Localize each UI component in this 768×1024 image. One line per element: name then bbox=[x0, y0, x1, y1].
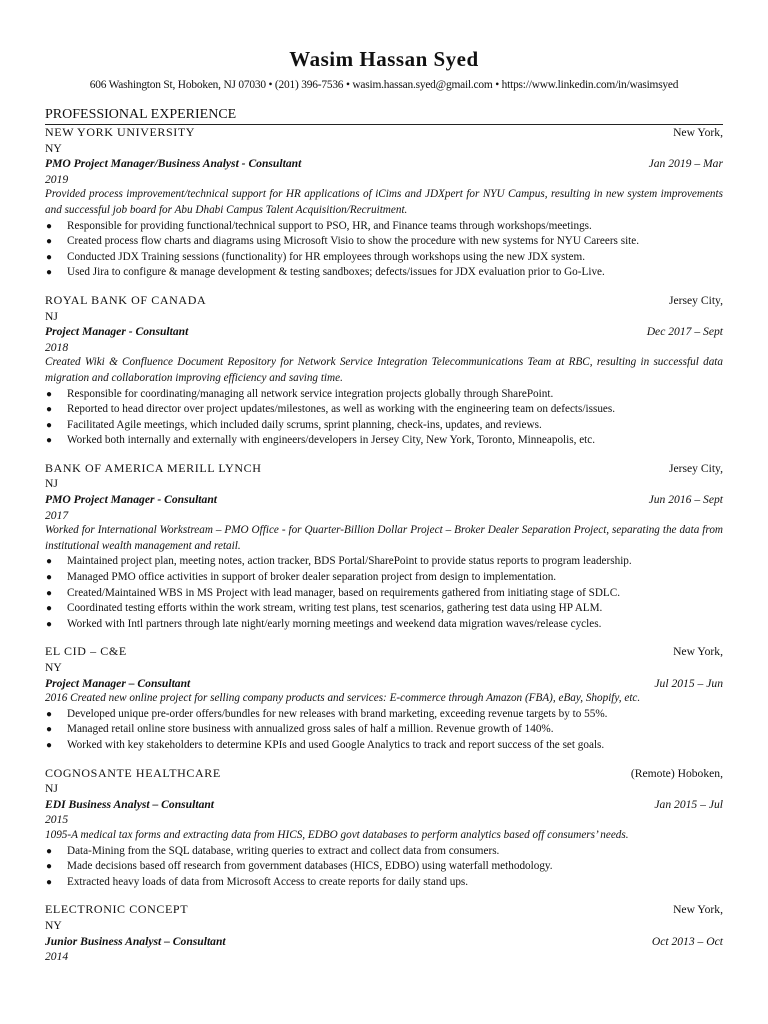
job-dates: Jun 2016 – Sept bbox=[648, 493, 723, 507]
job-bullet bbox=[45, 586, 723, 602]
job-role: Project Manager - Consultant bbox=[45, 325, 189, 339]
job-bullet-text: Managed retail online store business with annualized gross sales of half a million. Revenue growth of 140%. bbox=[67, 723, 554, 736]
job-location-continued: NY bbox=[45, 918, 62, 932]
job-bullet bbox=[45, 570, 723, 586]
job-dates-continued: 2018 bbox=[45, 340, 69, 354]
bullet-icon: ● bbox=[46, 435, 53, 447]
job-location-continued: NJ bbox=[45, 477, 58, 491]
job-dates-continued: 2017 bbox=[45, 508, 69, 522]
job-bullet bbox=[45, 617, 723, 633]
job-bullet bbox=[45, 707, 723, 723]
job-summary: Provided process improvement/technical support for HR applications of iCims and JDXpert for NYU Campus, resulting in new system improvements and successful job board for Abu Dhabi Campus Talent Acquisition/Recruitment. bbox=[45, 188, 723, 216]
job-bullet-text: Developed unique pre-order offers/bundles for new releases with brand marketing, exceeding revenue targets by to 55%. bbox=[67, 707, 608, 720]
job-bullet-list bbox=[45, 387, 723, 449]
job-location: New York, bbox=[673, 903, 723, 917]
job-bullet-text: Managed PMO office activities in support of broker dealer separation project from design to implementation. bbox=[67, 571, 557, 584]
job-role: PMO Project Manager - Consultant bbox=[45, 493, 217, 507]
bullet-icon: ● bbox=[46, 739, 53, 751]
bullet-icon: ● bbox=[46, 724, 53, 736]
job-entry bbox=[45, 125, 723, 281]
bullet-icon: ● bbox=[46, 236, 53, 248]
job-bullet-text: Facilitated Agile meetings, which included daily scrums, sprint planning, check-ins, updates, and reviews. bbox=[67, 418, 542, 431]
job-bullet-list bbox=[45, 554, 723, 632]
company-name: ROYAL BANK OF CANADA bbox=[45, 292, 207, 307]
job-bullet bbox=[45, 250, 723, 266]
job-bullet bbox=[45, 387, 723, 403]
bullet-icon: ● bbox=[46, 267, 53, 279]
job-bullet-text: Worked both internally and externally with engineers/developers in Jersey City, New York, Toronto, Minneapolis, etc. bbox=[67, 434, 596, 447]
job-dates-continued: 2019 bbox=[45, 172, 69, 186]
job-dates: Jan 2015 – Jul bbox=[654, 797, 723, 811]
job-bullet bbox=[45, 844, 723, 860]
bullet-icon: ● bbox=[46, 603, 53, 615]
bullet-icon: ● bbox=[46, 404, 53, 416]
job-location: Jersey City, bbox=[669, 293, 723, 307]
bullet-icon: ● bbox=[46, 556, 53, 568]
company-name: EL CID – C&E bbox=[45, 644, 127, 659]
job-role: EDI Business Analyst – Consultant bbox=[45, 797, 215, 811]
bullet-icon: ● bbox=[46, 618, 53, 630]
job-bullet bbox=[45, 554, 723, 570]
job-bullet-text: Used Jira to configure & manage development & testing sandboxes; defects/issues for JDX evaluation prior to Go-Live. bbox=[67, 266, 605, 279]
job-bullet-text: Extracted heavy loads of data from Microsoft Access to create reports for daily stand ups. bbox=[67, 875, 469, 888]
bullet-icon: ● bbox=[46, 220, 53, 232]
job-entry bbox=[45, 902, 723, 964]
bullet-icon: ● bbox=[46, 388, 53, 400]
company-name: BANK OF AMERICA MERILL LYNCH bbox=[45, 460, 262, 475]
job-bullet bbox=[45, 265, 723, 281]
job-role: PMO Project Manager/Business Analyst - Consultant bbox=[45, 157, 302, 171]
bullet-icon: ● bbox=[46, 251, 53, 263]
bullet-icon: ● bbox=[46, 572, 53, 584]
job-bullet-list bbox=[45, 707, 723, 754]
section-title: PROFESSIONAL EXPERIENCE bbox=[45, 106, 723, 125]
job-dates: Jul 2015 – Jun bbox=[654, 676, 723, 690]
job-bullet-text: Responsible for providing functional/technical support to PSO, HR, and Finance teams through workshops/meetings. bbox=[67, 219, 592, 232]
job-bullet bbox=[45, 433, 723, 449]
job-summary: Created Wiki & Confluence Document Repository for Network Service Integration Telecommunications Team at RBC, resulting in successful data migration and collaboration improving efficiency and saving time. bbox=[45, 356, 723, 384]
job-bullet bbox=[45, 859, 723, 875]
job-location-continued: NY bbox=[45, 141, 62, 155]
job-bullet-text: Conducted JDX Training sessions (functionality) for HR employees through workshops using the new JDX system. bbox=[67, 250, 586, 263]
job-bullet-text: Created process flow charts and diagrams using Microsoft Visio to show the procedure with new systems for NYU Careers site. bbox=[67, 235, 640, 248]
job-location: Jersey City, bbox=[669, 461, 723, 475]
bullet-icon: ● bbox=[46, 845, 53, 857]
job-summary: Worked for International Workstream – PMO Office - for Quarter-Billion Dollar Project – Broker Dealer Separation Project, separating the data from institutional wealth management and retail. bbox=[45, 524, 723, 552]
job-bullet-text: Worked with key stakeholders to determine KPIs and used Google Analytics to track and report success of the set goals. bbox=[67, 738, 605, 751]
bullet-icon: ● bbox=[46, 861, 53, 873]
job-summary: 1095-A medical tax forms and extracting data from HICS, EDBO govt databases to perform analytics based off consumers’ needs. bbox=[45, 828, 629, 841]
job-role: Project Manager – Consultant bbox=[45, 676, 191, 690]
job-location: New York, bbox=[673, 645, 723, 659]
job-dates: Oct 2013 – Oct bbox=[651, 934, 723, 948]
job-bullet-text: Maintained project plan, meeting notes, action tracker, BDS Portal/SharePoint to provide status reports to program leadership. bbox=[67, 555, 632, 568]
job-bullet bbox=[45, 402, 723, 418]
job-location: (Remote) Hoboken, bbox=[630, 766, 723, 780]
job-location: New York, bbox=[673, 126, 723, 139]
job-dates-continued: 2014 bbox=[45, 950, 69, 964]
job-bullet bbox=[45, 738, 723, 754]
company-name: NEW YORK UNIVERSITY bbox=[45, 125, 196, 139]
job-entry bbox=[45, 461, 723, 633]
experience-list bbox=[45, 125, 723, 965]
job-bullet-text: Coordinated testing efforts within the work stream, writing test plans, test scenarios, gathering test data using HP ALM. bbox=[67, 602, 603, 615]
job-summary: 2016 Created new online project for selling company products and services: E-commerce through Amazon (FBA), eBay, Shopify, etc. bbox=[45, 692, 641, 705]
job-bullet-text: Data-Mining from the SQL database, writing queries to extract and collect data from consumers. bbox=[67, 844, 500, 857]
contact-line: 606 Washington St, Hoboken, NJ 07030 • (201) 396-7536 • wasim.hassan.syed@gmail.com • https://www.linkedin.com/in/wasimsyed bbox=[89, 79, 679, 91]
bullet-icon: ● bbox=[46, 876, 53, 888]
job-bullet bbox=[45, 219, 723, 235]
job-bullet-text: Created/Maintained WBS in MS Project with lead manager, based on requirements gathered from initiating stage of SDLC. bbox=[67, 586, 620, 599]
company-name: ELECTRONIC CONCEPT bbox=[45, 902, 189, 917]
bullet-icon: ● bbox=[46, 708, 53, 720]
job-bullet-list bbox=[45, 219, 723, 281]
job-bullet bbox=[45, 875, 723, 891]
job-bullet bbox=[45, 418, 723, 434]
job-bullet-text: Worked with Intl partners through late night/early morning meetings and weekend data migration waves/release cycles. bbox=[67, 617, 602, 630]
job-entry bbox=[45, 644, 723, 753]
job-bullet bbox=[45, 234, 723, 250]
job-dates: Jan 2019 – Mar bbox=[648, 157, 723, 171]
job-bullet bbox=[45, 601, 723, 617]
job-location-continued: NJ bbox=[45, 782, 58, 796]
job-bullet-text: Responsible for coordinating/managing all network service integration projects globally through SharePoint. bbox=[67, 387, 554, 400]
resume-page bbox=[45, 46, 723, 965]
job-location-continued: NJ bbox=[45, 309, 58, 323]
job-entry bbox=[45, 766, 723, 891]
company-name: COGNOSANTE HEALTHCARE bbox=[45, 765, 221, 780]
bullet-icon: ● bbox=[46, 419, 53, 431]
job-entry bbox=[45, 293, 723, 449]
job-bullet bbox=[45, 722, 723, 738]
bullet-icon: ● bbox=[46, 587, 53, 599]
job-bullet-list bbox=[45, 844, 723, 891]
job-role: Junior Business Analyst – Consultant bbox=[45, 934, 226, 948]
job-bullet-text: Reported to head director over project updates/milestones, as well as working with the engineering team on defects/issues. bbox=[67, 403, 616, 416]
job-location-continued: NY bbox=[45, 661, 62, 674]
job-dates-continued: 2015 bbox=[45, 813, 69, 827]
job-bullet-text: Made decisions based off research from government databases (HICS, EDBO) using waterfall methodology. bbox=[67, 860, 553, 873]
job-dates: Dec 2017 – Sept bbox=[646, 325, 723, 339]
candidate-name: Wasim Hassan Syed bbox=[289, 47, 479, 71]
